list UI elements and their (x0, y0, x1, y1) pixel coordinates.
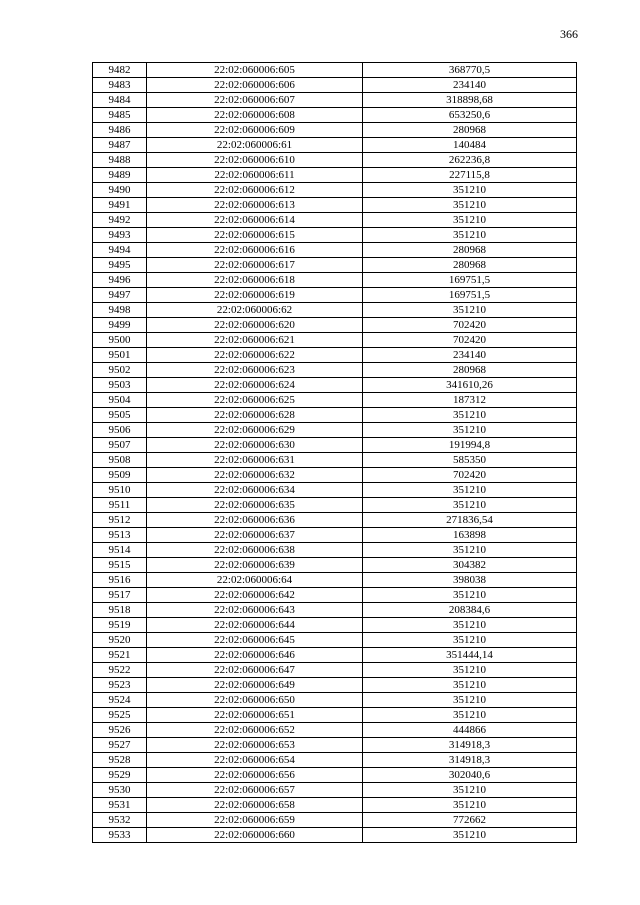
cadastral-value-cell: 227115,8 (363, 168, 577, 183)
cadastral-number-cell: 22:02:060006:636 (147, 513, 363, 528)
cadastral-number-cell: 22:02:060006:634 (147, 483, 363, 498)
table-row (93, 183, 577, 198)
cadastral-value-cell: 398038 (363, 573, 577, 588)
cadastral-value-cell: 351210 (363, 798, 577, 813)
table-row (93, 333, 577, 348)
row-number-cell: 9489 (93, 168, 147, 183)
row-number-cell: 9521 (93, 648, 147, 663)
table-row (93, 528, 577, 543)
cadastral-value-cell: 318898,68 (363, 93, 577, 108)
table-row (93, 108, 577, 123)
cadastral-number-cell: 22:02:060006:616 (147, 243, 363, 258)
row-number-cell: 9530 (93, 783, 147, 798)
table-row (93, 828, 577, 843)
row-number-cell: 9510 (93, 483, 147, 498)
cadastral-value-cell: 351210 (363, 423, 577, 438)
cadastral-value-cell: 280968 (363, 363, 577, 378)
cadastral-value-cell: 304382 (363, 558, 577, 573)
row-number-cell: 9520 (93, 633, 147, 648)
cadastral-value-cell: 341610,26 (363, 378, 577, 393)
table-row (93, 63, 577, 78)
cadastral-value-cell: 351210 (363, 708, 577, 723)
cadastral-value-cell: 169751,5 (363, 273, 577, 288)
cadastral-value-cell: 262236,8 (363, 153, 577, 168)
cadastral-value-cell: 351210 (363, 483, 577, 498)
table-row (93, 678, 577, 693)
cadastral-number-cell: 22:02:060006:610 (147, 153, 363, 168)
cadastral-number-cell: 22:02:060006:606 (147, 78, 363, 93)
table-row (93, 378, 577, 393)
cadastral-number-cell: 22:02:060006:629 (147, 423, 363, 438)
cadastral-value-cell: 280968 (363, 243, 577, 258)
table-row (93, 498, 577, 513)
row-number-cell: 9492 (93, 213, 147, 228)
cadastral-value-cell: 271836,54 (363, 513, 577, 528)
cadastral-number-cell: 22:02:060006:620 (147, 318, 363, 333)
cadastral-value-cell: 234140 (363, 78, 577, 93)
cadastral-number-cell: 22:02:060006:652 (147, 723, 363, 738)
row-number-cell: 9533 (93, 828, 147, 843)
table-row (93, 258, 577, 273)
table-row (93, 558, 577, 573)
cadastral-number-cell: 22:02:060006:622 (147, 348, 363, 363)
row-number-cell: 9507 (93, 438, 147, 453)
cadastral-value-cell: 314918,3 (363, 738, 577, 753)
table-row (93, 693, 577, 708)
table-row (93, 738, 577, 753)
cadastral-value-cell: 351210 (363, 618, 577, 633)
cadastral-number-cell: 22:02:060006:657 (147, 783, 363, 798)
row-number-cell: 9506 (93, 423, 147, 438)
row-number-cell: 9515 (93, 558, 147, 573)
cadastral-number-cell: 22:02:060006:644 (147, 618, 363, 633)
row-number-cell: 9483 (93, 78, 147, 93)
table-row (93, 198, 577, 213)
cadastral-number-cell: 22:02:060006:615 (147, 228, 363, 243)
table-row (93, 543, 577, 558)
cadastral-value-table (92, 62, 577, 843)
cadastral-value-cell: 191994,8 (363, 438, 577, 453)
table-row (93, 393, 577, 408)
table-row (93, 573, 577, 588)
cadastral-value-cell: 351210 (363, 693, 577, 708)
cadastral-value-cell: 351210 (363, 498, 577, 513)
table-row (93, 213, 577, 228)
row-number-cell: 9525 (93, 708, 147, 723)
cadastral-number-cell: 22:02:060006:638 (147, 543, 363, 558)
cadastral-value-cell: 351210 (363, 303, 577, 318)
cadastral-value-cell: 351210 (363, 678, 577, 693)
row-number-cell: 9504 (93, 393, 147, 408)
cadastral-value-cell: 351444,14 (363, 648, 577, 663)
table-row (93, 753, 577, 768)
table-row (93, 438, 577, 453)
cadastral-number-cell: 22:02:060006:614 (147, 213, 363, 228)
cadastral-number-cell: 22:02:060006:647 (147, 663, 363, 678)
table-row (93, 408, 577, 423)
cadastral-value-cell: 234140 (363, 348, 577, 363)
row-number-cell: 9517 (93, 588, 147, 603)
cadastral-number-cell: 22:02:060006:607 (147, 93, 363, 108)
row-number-cell: 9527 (93, 738, 147, 753)
table-row (93, 588, 577, 603)
cadastral-value-cell: 351210 (363, 198, 577, 213)
table-row (93, 363, 577, 378)
cadastral-number-cell: 22:02:060006:64 (147, 573, 363, 588)
row-number-cell: 9512 (93, 513, 147, 528)
cadastral-number-cell: 22:02:060006:619 (147, 288, 363, 303)
cadastral-value-cell: 351210 (363, 828, 577, 843)
row-number-cell: 9509 (93, 468, 147, 483)
cadastral-value-cell: 187312 (363, 393, 577, 408)
row-number-cell: 9485 (93, 108, 147, 123)
table-row (93, 288, 577, 303)
cadastral-value-cell: 351210 (363, 228, 577, 243)
cadastral-value-cell: 368770,5 (363, 63, 577, 78)
table-row (93, 138, 577, 153)
table-row (93, 768, 577, 783)
cadastral-number-cell: 22:02:060006:643 (147, 603, 363, 618)
cadastral-number-cell: 22:02:060006:630 (147, 438, 363, 453)
row-number-cell: 9502 (93, 363, 147, 378)
table-row (93, 303, 577, 318)
cadastral-value-cell: 351210 (363, 183, 577, 198)
cadastral-number-cell: 22:02:060006:62 (147, 303, 363, 318)
table-row (93, 618, 577, 633)
row-number-cell: 9526 (93, 723, 147, 738)
table-row (93, 273, 577, 288)
cadastral-value-cell: 702420 (363, 333, 577, 348)
table-row (93, 513, 577, 528)
table-row (93, 453, 577, 468)
row-number-cell: 9488 (93, 153, 147, 168)
table-row (93, 228, 577, 243)
row-number-cell: 9503 (93, 378, 147, 393)
cadastral-number-cell: 22:02:060006:660 (147, 828, 363, 843)
row-number-cell: 9505 (93, 408, 147, 423)
cadastral-value-cell: 351210 (363, 783, 577, 798)
table-row (93, 708, 577, 723)
cadastral-number-cell: 22:02:060006:632 (147, 468, 363, 483)
cadastral-value-cell: 314918,3 (363, 753, 577, 768)
cadastral-number-cell: 22:02:060006:637 (147, 528, 363, 543)
cadastral-number-cell: 22:02:060006:653 (147, 738, 363, 753)
row-number-cell: 9496 (93, 273, 147, 288)
row-number-cell: 9531 (93, 798, 147, 813)
cadastral-number-cell: 22:02:060006:611 (147, 168, 363, 183)
cadastral-number-cell: 22:02:060006:609 (147, 123, 363, 138)
row-number-cell: 9516 (93, 573, 147, 588)
table-body (93, 63, 577, 843)
row-number-cell: 9519 (93, 618, 147, 633)
row-number-cell: 9518 (93, 603, 147, 618)
cadastral-number-cell: 22:02:060006:635 (147, 498, 363, 513)
cadastral-value-cell: 653250,6 (363, 108, 577, 123)
cadastral-number-cell: 22:02:060006:623 (147, 363, 363, 378)
row-number-cell: 9497 (93, 288, 147, 303)
table-row (93, 648, 577, 663)
table-row (93, 423, 577, 438)
row-number-cell: 9513 (93, 528, 147, 543)
row-number-cell: 9486 (93, 123, 147, 138)
table-row (93, 663, 577, 678)
row-number-cell: 9511 (93, 498, 147, 513)
row-number-cell: 9529 (93, 768, 147, 783)
cadastral-value-cell: 208384,6 (363, 603, 577, 618)
cadastral-value-cell: 351210 (363, 213, 577, 228)
cadastral-number-cell: 22:02:060006:61 (147, 138, 363, 153)
row-number-cell: 9528 (93, 753, 147, 768)
cadastral-number-cell: 22:02:060006:617 (147, 258, 363, 273)
row-number-cell: 9499 (93, 318, 147, 333)
cadastral-value-cell: 280968 (363, 123, 577, 138)
cadastral-number-cell: 22:02:060006:621 (147, 333, 363, 348)
table-row (93, 483, 577, 498)
row-number-cell: 9482 (93, 63, 147, 78)
row-number-cell: 9508 (93, 453, 147, 468)
row-number-cell: 9514 (93, 543, 147, 558)
table-row (93, 93, 577, 108)
cadastral-number-cell: 22:02:060006:625 (147, 393, 363, 408)
cadastral-number-cell: 22:02:060006:624 (147, 378, 363, 393)
cadastral-value-cell: 702420 (363, 468, 577, 483)
row-number-cell: 9523 (93, 678, 147, 693)
cadastral-number-cell: 22:02:060006:628 (147, 408, 363, 423)
table-row (93, 123, 577, 138)
cadastral-value-cell: 351210 (363, 663, 577, 678)
cadastral-number-cell: 22:02:060006:608 (147, 108, 363, 123)
cadastral-number-cell: 22:02:060006:651 (147, 708, 363, 723)
table-row (93, 468, 577, 483)
row-number-cell: 9532 (93, 813, 147, 828)
cadastral-number-cell: 22:02:060006:645 (147, 633, 363, 648)
cadastral-number-cell: 22:02:060006:613 (147, 198, 363, 213)
cadastral-number-cell: 22:02:060006:659 (147, 813, 363, 828)
table-row (93, 318, 577, 333)
cadastral-value-cell: 351210 (363, 543, 577, 558)
cadastral-value-cell: 280968 (363, 258, 577, 273)
cadastral-value-cell: 163898 (363, 528, 577, 543)
table-row (93, 168, 577, 183)
cadastral-number-cell: 22:02:060006:639 (147, 558, 363, 573)
row-number-cell: 9494 (93, 243, 147, 258)
cadastral-number-cell: 22:02:060006:642 (147, 588, 363, 603)
cadastral-value-cell: 444866 (363, 723, 577, 738)
row-number-cell: 9522 (93, 663, 147, 678)
row-number-cell: 9490 (93, 183, 147, 198)
table-row (93, 153, 577, 168)
row-number-cell: 9501 (93, 348, 147, 363)
table-row (93, 78, 577, 93)
row-number-cell: 9484 (93, 93, 147, 108)
table-row (93, 348, 577, 363)
cadastral-value-cell: 140484 (363, 138, 577, 153)
cadastral-value-cell: 585350 (363, 453, 577, 468)
cadastral-number-cell: 22:02:060006:646 (147, 648, 363, 663)
row-number-cell: 9495 (93, 258, 147, 273)
cadastral-number-cell: 22:02:060006:656 (147, 768, 363, 783)
page-number: 366 (560, 27, 578, 41)
row-number-cell: 9491 (93, 198, 147, 213)
cadastral-number-cell: 22:02:060006:649 (147, 678, 363, 693)
table-row (93, 723, 577, 738)
cadastral-number-cell: 22:02:060006:612 (147, 183, 363, 198)
cadastral-value-cell: 702420 (363, 318, 577, 333)
cadastral-number-cell: 22:02:060006:631 (147, 453, 363, 468)
cadastral-value-cell: 169751,5 (363, 288, 577, 303)
table-row (93, 783, 577, 798)
table-row (93, 243, 577, 258)
row-number-cell: 9487 (93, 138, 147, 153)
table-row (93, 813, 577, 828)
table-row (93, 603, 577, 618)
table-row (93, 798, 577, 813)
row-number-cell: 9524 (93, 693, 147, 708)
row-number-cell: 9493 (93, 228, 147, 243)
cadastral-number-cell: 22:02:060006:658 (147, 798, 363, 813)
cadastral-number-cell: 22:02:060006:654 (147, 753, 363, 768)
table-row (93, 633, 577, 648)
cadastral-number-cell: 22:02:060006:650 (147, 693, 363, 708)
cadastral-value-cell: 351210 (363, 408, 577, 423)
cadastral-number-cell: 22:02:060006:618 (147, 273, 363, 288)
cadastral-value-cell: 351210 (363, 588, 577, 603)
cadastral-value-cell: 302040,6 (363, 768, 577, 783)
cadastral-value-cell: 351210 (363, 633, 577, 648)
cadastral-number-cell: 22:02:060006:605 (147, 63, 363, 78)
cadastral-value-cell: 772662 (363, 813, 577, 828)
row-number-cell: 9500 (93, 333, 147, 348)
row-number-cell: 9498 (93, 303, 147, 318)
